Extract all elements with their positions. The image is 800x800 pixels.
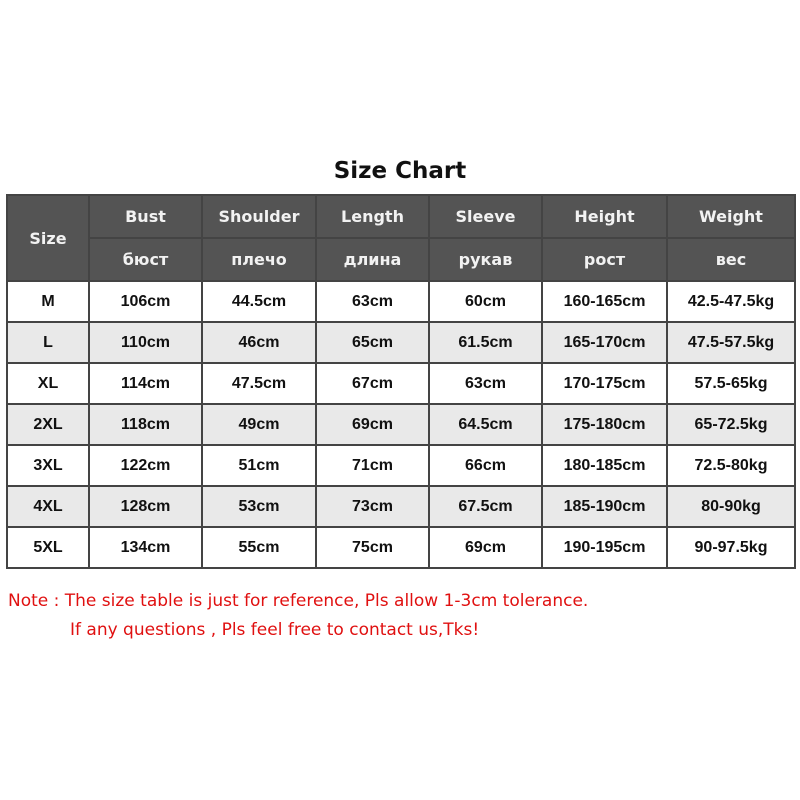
table-row: [7, 404, 795, 445]
cell-height: 185-190cm: [542, 486, 667, 527]
cell-length: 71cm: [316, 445, 429, 486]
cell-bust: 106cm: [89, 281, 202, 322]
table-row: [7, 363, 795, 404]
table-row: [7, 281, 795, 322]
size-chart-body: [7, 281, 795, 568]
cell-size: 5XL: [7, 527, 89, 568]
column-header-sleeve: Sleeve: [429, 195, 542, 238]
table-row: [7, 322, 795, 363]
cell-bust: 122cm: [89, 445, 202, 486]
cell-height: 175-180cm: [542, 404, 667, 445]
cell-bust: 134cm: [89, 527, 202, 568]
cell-size: M: [7, 281, 89, 322]
cell-size: 2XL: [7, 404, 89, 445]
cell-length: 69cm: [316, 404, 429, 445]
header-row-en: [7, 195, 795, 238]
cell-weight: 65-72.5kg: [667, 404, 795, 445]
column-subheader-height: рост: [542, 238, 667, 281]
column-header-bust: Bust: [89, 195, 202, 238]
table-row: [7, 445, 795, 486]
cell-shoulder: 51cm: [202, 445, 316, 486]
cell-sleeve: 69cm: [429, 527, 542, 568]
cell-shoulder: 47.5cm: [202, 363, 316, 404]
cell-height: 160-165cm: [542, 281, 667, 322]
cell-height: 190-195cm: [542, 527, 667, 568]
cell-bust: 128cm: [89, 486, 202, 527]
cell-length: 65cm: [316, 322, 429, 363]
cell-bust: 118cm: [89, 404, 202, 445]
table-row: [7, 486, 795, 527]
cell-weight: 80-90kg: [667, 486, 795, 527]
cell-sleeve: 60cm: [429, 281, 542, 322]
column-subheader-weight: вес: [667, 238, 795, 281]
cell-shoulder: 53cm: [202, 486, 316, 527]
column-subheader-bust: бюст: [89, 238, 202, 281]
column-header-shoulder: Shoulder: [202, 195, 316, 238]
cell-shoulder: 46cm: [202, 322, 316, 363]
cell-length: 73cm: [316, 486, 429, 527]
tolerance-note: [8, 587, 588, 645]
cell-weight: 72.5-80kg: [667, 445, 795, 486]
cell-height: 170-175cm: [542, 363, 667, 404]
table-row: [7, 527, 795, 568]
column-header-weight: Weight: [667, 195, 795, 238]
cell-length: 63cm: [316, 281, 429, 322]
page-title: Size Chart: [333, 158, 467, 184]
cell-size: XL: [7, 363, 89, 404]
column-header-height: Height: [542, 195, 667, 238]
size-chart-table: [6, 194, 796, 569]
header-row-ru: [7, 238, 795, 281]
cell-sleeve: 66cm: [429, 445, 542, 486]
cell-weight: 57.5-65kg: [667, 363, 795, 404]
column-subheader-sleeve: рукав: [429, 238, 542, 281]
note-line-1: Note : The size table is just for reference, Pls allow 1-3cm tolerance.: [8, 591, 589, 611]
cell-shoulder: 55cm: [202, 527, 316, 568]
cell-size: 4XL: [7, 486, 89, 527]
cell-size: L: [7, 322, 89, 363]
cell-bust: 114cm: [89, 363, 202, 404]
cell-weight: 47.5-57.5kg: [667, 322, 795, 363]
cell-height: 180-185cm: [542, 445, 667, 486]
cell-weight: 42.5-47.5kg: [667, 281, 795, 322]
cell-sleeve: 61.5cm: [429, 322, 542, 363]
cell-sleeve: 63cm: [429, 363, 542, 404]
note-line-2: If any questions , Pls feel free to contact us,Tks!: [70, 620, 480, 640]
cell-sleeve: 67.5cm: [429, 486, 542, 527]
column-subheader-length: длина: [316, 238, 429, 281]
cell-bust: 110cm: [89, 322, 202, 363]
size-column-header: Size: [7, 195, 89, 281]
cell-weight: 90-97.5kg: [667, 527, 795, 568]
cell-sleeve: 64.5cm: [429, 404, 542, 445]
column-subheader-shoulder: плечо: [202, 238, 316, 281]
cell-length: 75cm: [316, 527, 429, 568]
cell-shoulder: 44.5cm: [202, 281, 316, 322]
cell-length: 67cm: [316, 363, 429, 404]
cell-height: 165-170cm: [542, 322, 667, 363]
cell-shoulder: 49cm: [202, 404, 316, 445]
column-header-length: Length: [316, 195, 429, 238]
cell-size: 3XL: [7, 445, 89, 486]
